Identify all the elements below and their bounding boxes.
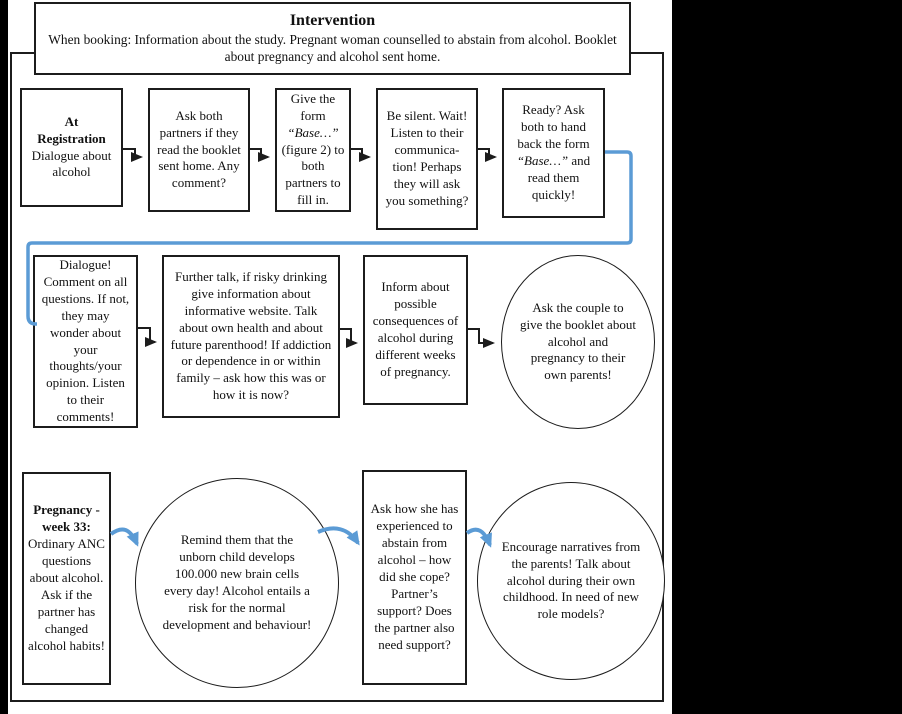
step-text: [510, 102, 597, 203]
form-name-italic: “Base…”: [516, 153, 569, 168]
step-text: Ask how she has experienced to abstain from alcohol – how did she cope? Partner’s support? Does the partner also need support?: [370, 501, 459, 652]
step-text: Ordinary ANC questions about alcohol. Ask if the partner has changed alcohol habits!: [28, 536, 105, 653]
step-remind-brain-cells: [135, 478, 339, 688]
step-text: Further talk, if risky drinking give information about informative website. Talk about own health and about future parenthood! If addiction or dependence in or within family – ask how this was or how it is now?: [170, 268, 332, 403]
figure-title: Intervention: [289, 12, 376, 30]
step-pregnancy-week-33: [22, 472, 111, 685]
step-inform-consequences: [363, 255, 468, 405]
step-hand-back-form: [502, 88, 605, 218]
form-name-italic: “Base…”: [287, 124, 339, 140]
step-dialogue-comment: [33, 255, 138, 428]
step-at-registration: [20, 88, 123, 207]
step-text: Ask the couple to give the booklet about alcohol and pregnancy to their own parents!: [520, 299, 636, 383]
step-text: Dialogue about alcohol: [31, 147, 112, 180]
step-ask-how-she-coped: [362, 470, 467, 685]
step-text: Inform about possible consequences of alcohol during different weeks of pregnancy.: [372, 279, 459, 379]
step-title: At Registration: [37, 113, 106, 146]
step-be-silent: [376, 88, 478, 230]
step-text-pre: Give the form: [290, 90, 336, 123]
step-text: Encourage narratives from the parents! Talk about alcohol during their own childhood. In need of new role models?: [501, 538, 641, 622]
intervention-header-box: [34, 2, 631, 75]
step-text: [281, 91, 345, 209]
step-text-pre: Ready? Ask both to hand back the form: [517, 102, 590, 152]
step-title: Pregnancy -week 33:: [33, 502, 100, 535]
step-text: Ask both partners if they read the booklet sent home. Any comment?: [157, 107, 241, 191]
step-further-talk: [162, 255, 340, 418]
step-give-form: [275, 88, 351, 212]
step-text: Dialogue! Comment on all questions. If not, they may wonder about your thoughts/your opinion. Listen to their comments!: [41, 257, 130, 425]
step-text: Be silent. Wait! Listen to their communica-tion! Perhaps they will ask you something?: [385, 108, 469, 208]
step-ask-partners-booklet: [148, 88, 250, 212]
step-text-post: (figure 2) to both partners to fill in.: [281, 141, 345, 208]
step-encourage-narratives: [477, 482, 665, 680]
step-text: Remind them that the unborn child develops 100.000 new brain cells every day! Alcohol entails a risk for the normal development and behaviour!: [162, 532, 312, 632]
step-give-booklet-parents: [501, 255, 655, 429]
figure-subtitle: When booking: Information about the study. Pregnant woman counselled to abstain from alcohol. Booklet about pregnancy and alcohol sent home.: [48, 31, 617, 65]
step-text-post: and read them quickly!: [527, 153, 591, 202]
